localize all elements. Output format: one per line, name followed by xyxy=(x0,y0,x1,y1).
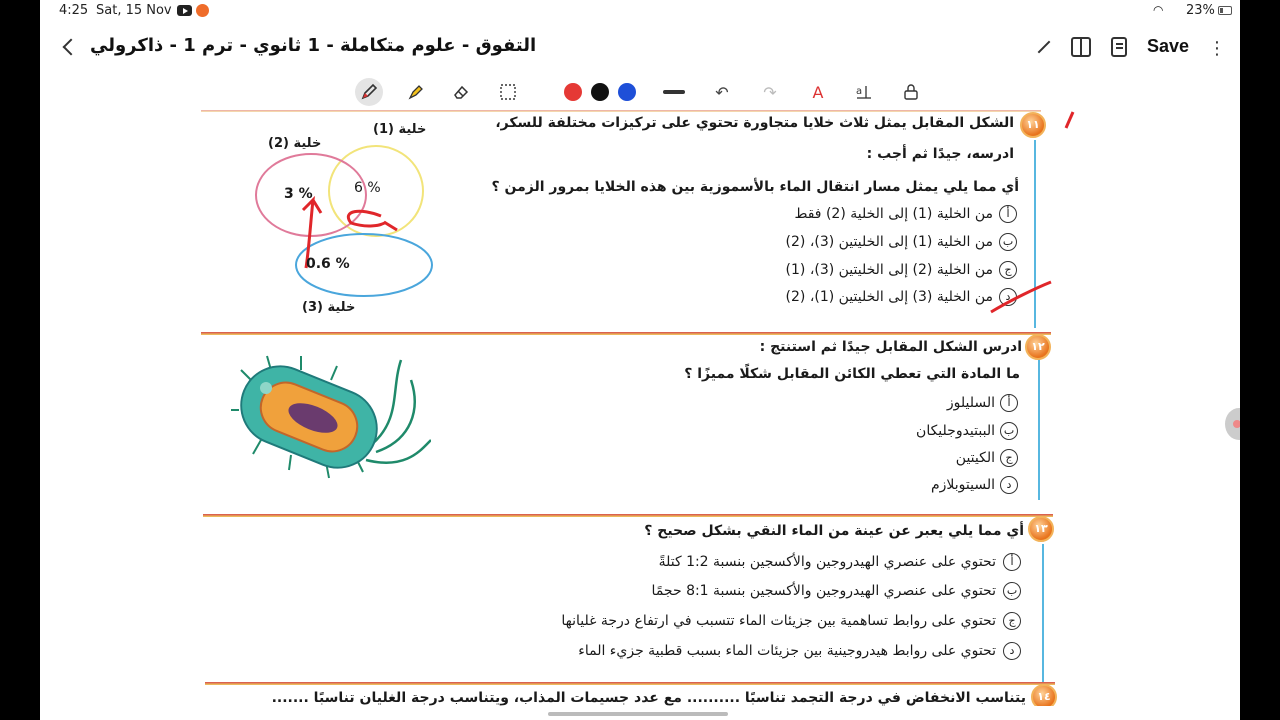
q13-option-c[interactable]: تحتوي على روابط تساهمية بين جزيئات الماء تتسبب في ارتفاع درجة غليانها xyxy=(561,613,996,629)
cell-2-value: 3 % xyxy=(284,186,313,202)
q12-option-c[interactable]: الكيتين xyxy=(955,450,995,466)
question-11-line3: أي مما يلي يمثل مسار انتقال الماء بالأسموزية بين هذه الخلايا بمرور الزمن ؟ xyxy=(491,179,1019,195)
red-answer-marks xyxy=(981,110,1081,320)
cell-3-label: خلية (3) xyxy=(302,300,356,315)
q13-option-d-mark[interactable]: د xyxy=(1003,642,1021,660)
question-11-line1: الشكل المقابل يمثل ثلاث خلايا متجاورة تحتوي على تركيزات مختلفة للسكر، xyxy=(495,115,1014,131)
app-title-bar xyxy=(40,26,1240,70)
q12-option-a[interactable]: السليلوز xyxy=(946,395,995,411)
q11-option-b-mark[interactable]: ب xyxy=(999,233,1017,251)
q13-option-a-mark[interactable]: أ xyxy=(1003,553,1021,571)
question-13-rule xyxy=(1042,544,1044,684)
more-options-icon[interactable] xyxy=(1208,38,1214,58)
text-style-icon[interactable]: A xyxy=(812,82,824,102)
wifi-icon: ◠ xyxy=(1153,3,1164,17)
recorder-notification-icon xyxy=(196,4,209,17)
document-title: التفوق - علوم متكاملة - 1 ثانوي - ترم 1 - ذاكرولي xyxy=(90,35,537,56)
redo-icon[interactable]: ↷ xyxy=(763,82,777,102)
question-14-number: ١٤ xyxy=(1031,684,1057,706)
red-color-swatch[interactable] xyxy=(564,83,582,101)
question-14-line1: يتناسب الانخفاض في درجة التجمد تناسبًا .......... مع عدد جسيمات المذاب، ويتناسب درجة الغليان تناسبًا ....... xyxy=(271,690,1026,706)
lasso-select-icon[interactable] xyxy=(494,78,522,106)
page-list-icon[interactable] xyxy=(1111,37,1127,57)
separator-line xyxy=(201,332,1051,335)
save-button[interactable]: Save xyxy=(1147,36,1190,56)
pen-tool-icon[interactable] xyxy=(355,78,383,106)
lock-icon[interactable] xyxy=(897,78,925,106)
separator-line xyxy=(203,514,1053,517)
cell-1-value: 6 % xyxy=(354,180,381,196)
q11-option-d-mark[interactable]: د xyxy=(999,288,1017,306)
question-12-line2: ما المادة التي تعطي الكائن المقابل شكلًا مميزًا ؟ xyxy=(684,366,1020,382)
status-date: Sat, 15 Nov xyxy=(96,3,172,18)
red-annotation-stroke xyxy=(348,211,386,226)
q12-option-d[interactable]: السيتوبلازم xyxy=(930,477,995,493)
cell-3-value: 0.6 % xyxy=(306,256,350,272)
question-12-number: ١٢ xyxy=(1025,334,1051,360)
question-12-rule xyxy=(1038,358,1040,500)
q13-option-a[interactable]: تحتوي على عنصري الهيدروجين والأكسجين بنسبة 1:2 كتلةً xyxy=(658,554,996,570)
cell-2-label: خلية (2) xyxy=(268,136,322,151)
q12-option-c-mark[interactable]: ج xyxy=(1000,449,1018,467)
question-12-line1: ادرس الشكل المقابل جيدًا ثم استنتج : xyxy=(759,339,1022,355)
separator-line xyxy=(205,682,1055,685)
eraser-tool-icon[interactable] xyxy=(447,78,475,106)
stroke-thickness-icon[interactable] xyxy=(660,78,688,106)
document-page[interactable] xyxy=(141,110,1138,706)
question-11-line2: ادرسه، جيدًا ثم أجب : xyxy=(866,146,1014,162)
side-panel-handle[interactable] xyxy=(1225,408,1240,440)
q11-option-c-mark[interactable]: ج xyxy=(999,261,1017,279)
q12-option-b-mark[interactable]: ب xyxy=(1000,422,1018,440)
drawing-toolbar xyxy=(40,76,1240,108)
q12-option-a-mark[interactable]: أ xyxy=(1000,394,1018,412)
book-view-icon[interactable] xyxy=(1071,37,1091,57)
separator-line xyxy=(201,110,1041,112)
q12-option-d-mark[interactable]: د xyxy=(1000,476,1018,494)
svg-text:a: a xyxy=(856,86,863,97)
back-button[interactable] xyxy=(58,34,80,60)
q12-option-b[interactable]: الببتيدوجليكان xyxy=(916,423,995,439)
q11-option-a-mark[interactable]: أ xyxy=(999,205,1017,223)
q11-option-c[interactable]: من الخلية (2) إلى الخليتين (3)، (1) xyxy=(785,262,993,278)
q13-option-d[interactable]: تحتوي على روابط هيدروجينية بين جزيئات الماء بسبب قطبية جزيء الماء xyxy=(578,643,996,659)
text-recognize-icon[interactable] xyxy=(850,78,878,106)
black-color-swatch[interactable] xyxy=(591,83,609,101)
battery-level: 23% xyxy=(1186,3,1215,18)
highlighter-tool-icon[interactable] xyxy=(402,78,430,106)
q11-option-d[interactable]: من الخلية (3) إلى الخليتين (1)، (2) xyxy=(785,289,993,305)
q13-option-c-mark[interactable]: ج xyxy=(1003,612,1021,630)
blue-color-swatch[interactable] xyxy=(618,83,636,101)
expand-icon[interactable] xyxy=(1033,37,1053,57)
bacterium-illustration xyxy=(231,350,431,500)
q13-option-b-mark[interactable]: ب xyxy=(1003,582,1021,600)
cell-1-label: خلية (1) xyxy=(373,122,427,137)
status-time: 4:25 xyxy=(59,3,89,18)
youtube-notification-icon xyxy=(177,5,192,16)
undo-icon[interactable]: ↶ xyxy=(715,82,729,102)
status-bar xyxy=(40,0,1240,22)
question-13-number: ١٣ xyxy=(1028,516,1054,542)
question-13-line1: أي مما يلي يعبر عن عينة من الماء النقي بشكل صحيح ؟ xyxy=(644,523,1024,539)
q13-option-b[interactable]: تحتوي على عنصري الهيدروجين والأكسجين بنسبة 8:1 حجمًا xyxy=(651,583,996,599)
tablet-screen xyxy=(40,0,1240,720)
battery-icon xyxy=(1218,6,1232,15)
question-11-number: ١١ xyxy=(1020,112,1046,138)
q11-option-a[interactable]: من الخلية (1) إلى الخلية (2) فقط xyxy=(794,206,993,222)
q11-option-b[interactable]: من الخلية (1) إلى الخليتين (3)، (2) xyxy=(785,234,993,250)
home-indicator[interactable] xyxy=(548,712,728,716)
cells-diagram xyxy=(201,118,461,328)
